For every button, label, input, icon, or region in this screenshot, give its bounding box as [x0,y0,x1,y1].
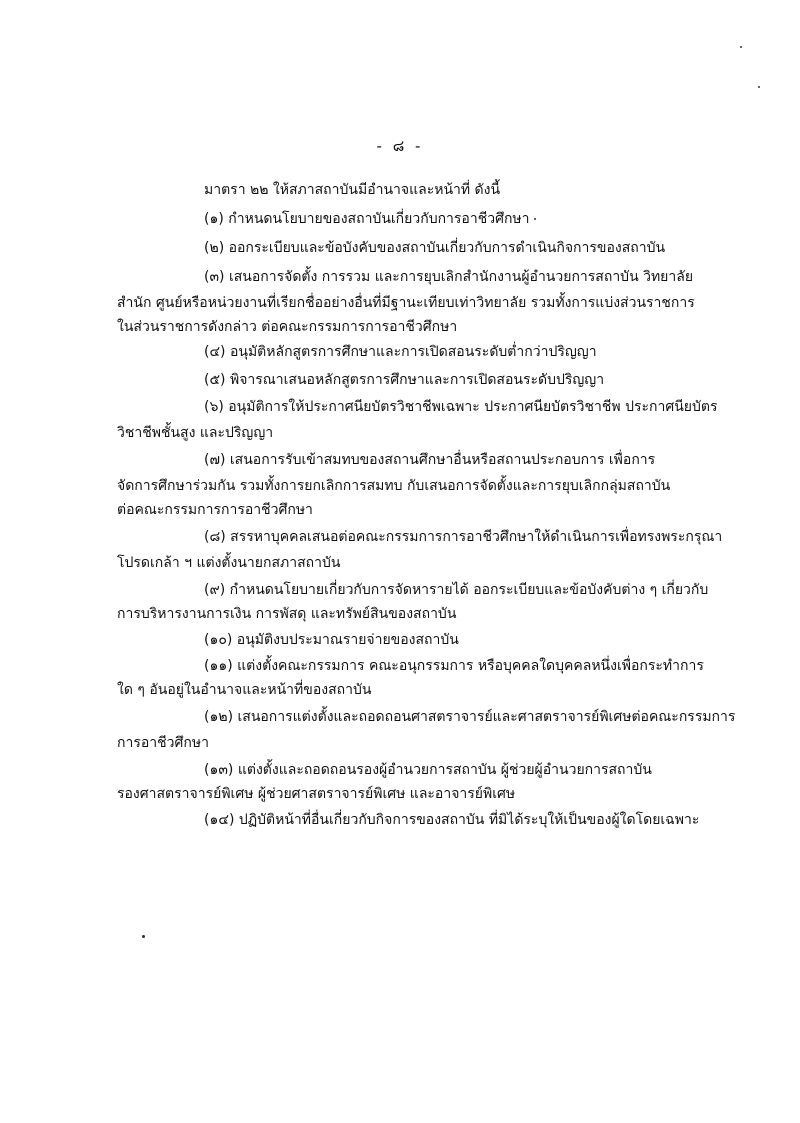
scan-speck [142,935,145,938]
clause-9-line-2: การบริหารงานการเงิน การพัสดุ และทรัพย์สินของสถาบัน [117,606,457,622]
clause-7-line-1: (๗) เสนอการรับเข้าสมทบของสถานศึกษาอื่นหรือสถานประกอบการ เพื่อการ [204,452,656,468]
clause-8-line-2: โปรดเกล้า ฯ แต่งตั้งนายกสภาสถาบัน [117,555,341,571]
clause-6-line-2: วิชาชีพชั้นสูง และปริญญา [117,425,274,441]
clause-8-line-1: (๘) สรรหาบุคคลเสนอต่อคณะกรรมการการอาชีวศึกษาให้ดำเนินการเพื่อทรงพระกรุณา [204,529,723,545]
clause-11-line-1: (๑๑) แต่งตั้งคณะกรรมการ คณะอนุกรรมการ หรือบุคคลใดบุคคลหนึ่งเพื่อกระทำการ [204,658,704,674]
scan-speck [534,218,536,220]
page-number: - ๘ - [376,137,424,155]
clause-2-line-1: (๒) ออกระเบียบและข้อบังคับของสถาบันเกี่ยวกับการดำเนินกิจการของสถาบัน [204,240,666,256]
clause-9-line-1: (๙) กำหนดนโยบายเกี่ยวกับการจัดหารายได้ ออกระเบียบและข้อบังคับต่าง ๆ เกี่ยวกับ [204,582,709,598]
clause-3-line-3: ในส่วนราชการดังกล่าว ต่อคณะกรรมการการอาชีวศึกษา [117,319,458,335]
clause-13-line-1: (๑๓) แต่งตั้งและถอดถอนรองผู้อำนวยการสถาบัน ผู้ช่วยผู้อำนวยการสถาบัน [204,762,652,778]
clause-6-line-1: (๖) อนุมัติการให้ประกาศนียบัตรวิชาชีพเฉพาะ ประกาศนียบัตรวิชาชีพ ประกาศนียบัตร [204,399,718,415]
section-heading: มาตรา ๒๒ ให้สภาสถาบันมีอำนาจและหน้าที่ ดังนี้ [204,182,501,198]
clause-11-line-2: ใด ๆ อันอยู่ในอำนาจและหน้าที่ของสถาบัน [117,682,372,698]
clause-3-line-1: (๓) เสนอการจัดตั้ง การรวม และการยุบเลิกสำนักงานผู้อำนวยการสถาบัน วิทยาลัย [204,269,694,285]
clause-4-line-1: (๔) อนุมัติหลักสูตรการศึกษาและการเปิดสอนระดับต่ำกว่าปริญญา [204,344,597,360]
clause-12-line-1: (๑๒) เสนอการแต่งตั้งและถอดถอนศาสตราจารย์และศาสตราจารย์พิเศษต่อคณะกรรมการ [204,709,736,725]
scan-speck [740,46,742,48]
clause-7-line-2: จัดการศึกษาร่วมกัน รวมทั้งการยกเลิกการสมทบ กับเสนอการจัดตั้งและการยุบเลิกกลุ่มสถาบัน [117,478,671,494]
clause-14-line-1: (๑๔) ปฏิบัติหน้าที่อื่นเกี่ยวกับกิจการของสถาบัน ที่มิได้ระบุให้เป็นของผู้ใดโดยเฉพาะ [204,812,700,828]
clause-10-line-1: (๑๐) อนุมัติงบประมาณรายจ่ายของสถาบัน [204,632,459,648]
clause-13-line-2: รองศาสตราจารย์พิเศษ ผู้ช่วยศาสตราจารย์พิเศษ และอาจารย์พิเศษ [117,786,516,802]
clause-1-line-1: (๑) กำหนดนโยบายของสถาบันเกี่ยวกับการอาชีวศึกษา [204,211,530,227]
clause-5-line-1: (๕) พิจารณาเสนอหลักสูตรการศึกษาและการเปิดสอนระดับปริญญา [204,372,605,388]
clause-7-line-3: ต่อคณะกรรมการการอาชีวศึกษา [117,502,313,518]
scan-speck [758,86,760,88]
clause-12-line-2: การอาชีวศึกษา [117,735,209,751]
clause-3-line-2: สำนัก ศูนย์หรือหน่วยงานที่เรียกชื่ออย่างอื่นที่มีฐานะเทียบเท่าวิทยาลัย รวมทั้งการแบ่งส่วนราชการ [117,295,695,311]
